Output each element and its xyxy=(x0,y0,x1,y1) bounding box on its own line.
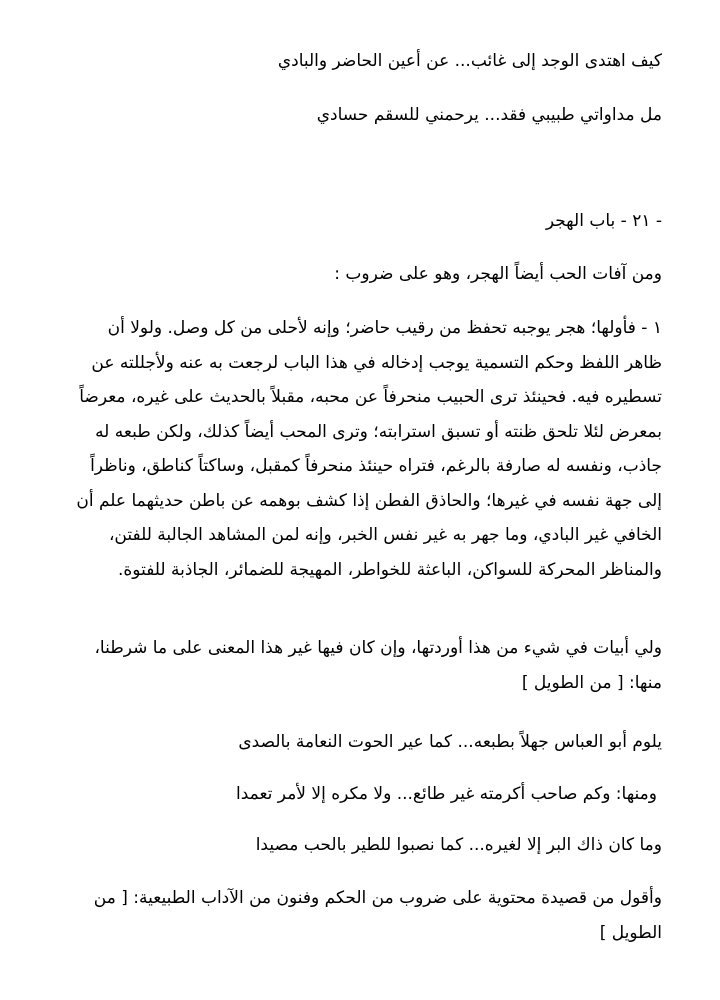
paragraph-line: بمعرض لئلا تلحق ظنته أو تسبق استرابته؛ وترى المحب أيضاً كذلك، ولكن طبعه له xyxy=(95,421,662,442)
chapter-intro: ومن آفات الحب أيضاً الهجر، وهو على ضروب : xyxy=(334,264,662,284)
paragraph-line: تسطيره فيه. فحينئذ ترى الحبيب منحرفاً عن محبه، مقبلاً بالحديث على غيره، معرضاً xyxy=(79,387,662,407)
paragraph-verses-intro xyxy=(57,631,662,700)
paragraph-line: الخافي غير البادي، وما جهر به غير نفس الخبر، وإنه لمن المشاهد الجالبة للفتن، xyxy=(108,525,662,545)
verse-line: مل مداواتي طبيبي فقد... يرحمني للسقم حسادي xyxy=(316,105,662,125)
paragraph-line: ظاهر اللفظ وحكم التسمية يوجب إدخاله في هذا الباب لرجعت به عنه ولأجللته عن xyxy=(91,352,662,373)
paragraph-line: جاذب، ونفسه له صارفة بالرغم، فتراه حينئذ منحرفاً كمقبل، وساكتاً كناطق، وناظراً xyxy=(90,456,662,476)
paragraph-line: والمناظر المحركة للسواكن، الباعثة للخواطر، المهيجة للضمائر، الجاذبة للفتوة. xyxy=(117,559,662,580)
chapter-heading: - ٢١ - باب الهجر xyxy=(545,211,662,231)
paragraph-line: منها: [ من الطويل ] xyxy=(521,672,662,693)
paragraph-qasida-intro xyxy=(57,881,662,950)
paragraph-line: الطويل ] xyxy=(599,922,662,943)
paragraph-hijr-types xyxy=(57,311,662,587)
paragraph-line: ولي أبيات في شيء من هذا أوردتها، وإن كان فيها غير هذا المعنى على ما شرطنا، xyxy=(94,638,662,658)
paragraph-line: ١ - فأولها؛ هجر يوجبه تحفظ من رقيب حاضر؛ وإنه لأحلى من كل وصل. ولولا أن xyxy=(107,318,662,338)
verse-line: كيف اهتدى الوجد إلى غائب... عن أعين الحاضر والبادي xyxy=(277,51,662,71)
verse-line: ومنها: وكم صاحب أكرمته غير طائع... ولا مكره إلا لأمر تعمدا xyxy=(236,784,657,804)
paragraph-line: إلى جهة نفسه في غيرها؛ والحاذق الفطن إذا كشف بوهمه عن باطن حديثهما علم أن xyxy=(76,490,662,511)
verse-line: يلوم أبو العباس جهلاً بطبعه... كما عير الحوت النعامة بالصدى xyxy=(238,732,662,752)
paragraph-line: وأقول من قصيدة محتوية على ضروب من الحكم وفنون من الآداب الطبيعية: [ من xyxy=(93,888,662,908)
verse-line: وما كان ذاك البر إلا لغيره... كما نصبوا للطير بالحب مصيدا xyxy=(255,835,662,855)
